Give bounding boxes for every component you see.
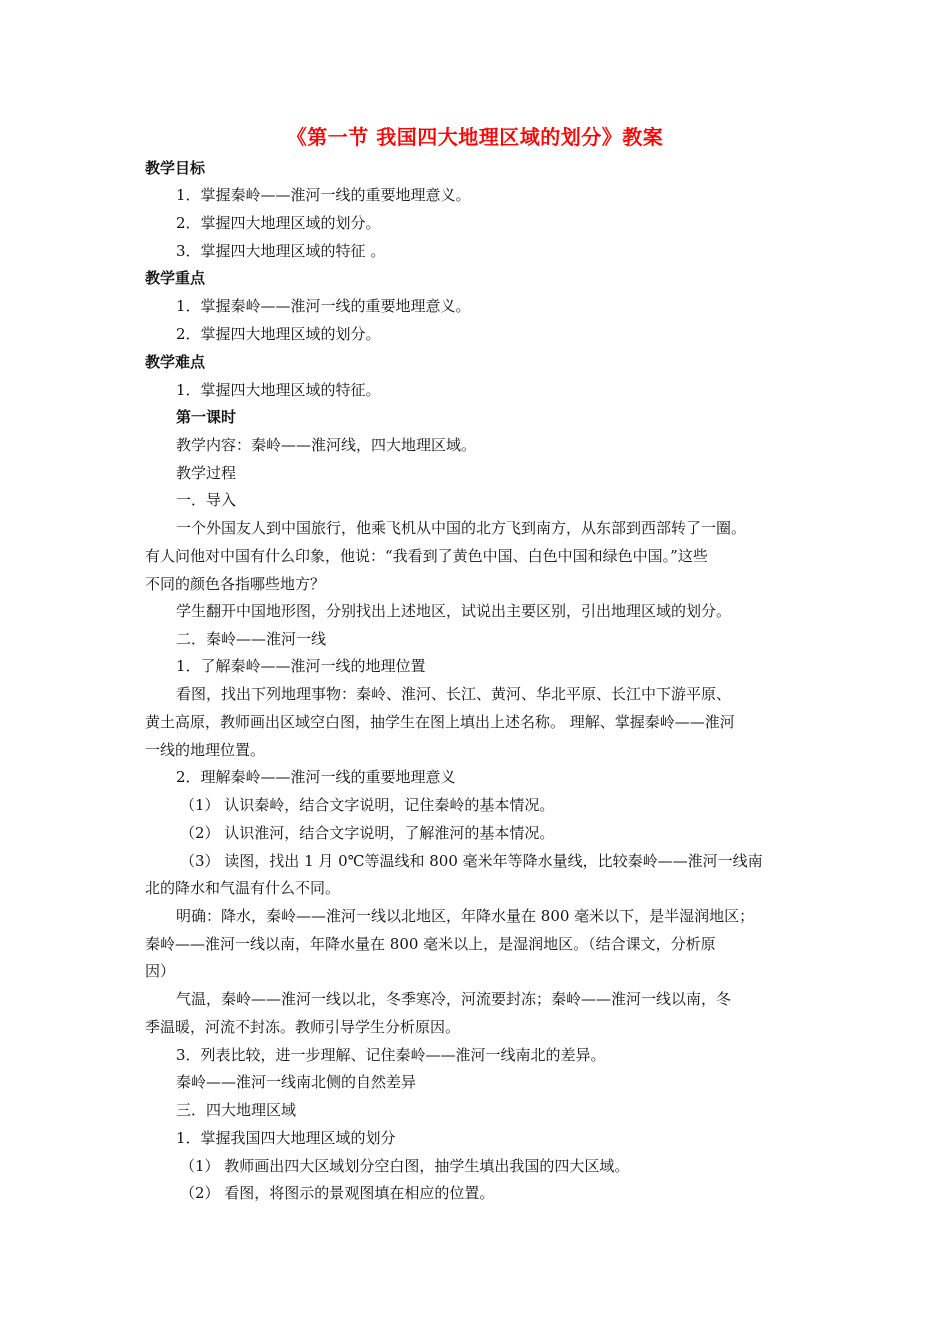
- paragraph-line: 明确：降水，秦岭——淮河一线以北地区，年降水量在 800 毫米以下，是半湿润地区；: [176, 907, 755, 925]
- difficulties-heading: 教学难点: [145, 353, 206, 371]
- subsection-division: 1．掌握我国四大地理区域的划分: [176, 1129, 396, 1147]
- paragraph-line: 学生翻开中国地形图，分别找出上述地区，试说出主要区别，引出地理区域的划分。: [176, 602, 732, 620]
- paragraph-line: 一线的地理位置。: [145, 741, 266, 759]
- lesson-heading: 第一课时: [176, 408, 237, 426]
- paragraph-line: 一个外国友人到中国旅行，他乘飞机从中国的北方飞到南方，从东部到西部转了一圈。: [176, 519, 747, 537]
- objectives-heading: 教学目标: [145, 159, 206, 177]
- section-qinling-huaihe: 二．秦岭——淮河一线: [176, 630, 327, 648]
- list-item: （1） 教师画出四大区域划分空白图，抽学生填出我国的四大区域。: [180, 1157, 630, 1175]
- key-point-item: 2．掌握四大地理区域的划分。: [176, 325, 381, 343]
- paragraph-line: 秦岭——淮河一线以南，年降水量在 800 毫米以上，是湿润地区。（结合课文，分析原: [145, 935, 716, 953]
- paragraph-line: 看图，找出下列地理事物：秦岭、淮河、长江、黄河、华北平原、长江中下游平原、: [176, 685, 732, 703]
- paragraph-line: 有人问他对中国有什么印象，他说：“我看到了黄色中国、白色中国和绿色中国。”这些: [145, 547, 708, 565]
- subsection-location: 1．了解秦岭——淮河一线的地理位置: [176, 657, 426, 675]
- paragraph-line: 不同的颜色各指哪些地方？: [145, 575, 326, 593]
- objective-item: 2．掌握四大地理区域的划分。: [176, 214, 381, 232]
- lesson-content: 教学内容：秦岭——淮河线，四大地理区域。: [176, 436, 477, 454]
- difficulty-item: 1．掌握四大地理区域的特征。: [176, 381, 381, 399]
- list-item-continued: 北的降水和气温有什么不同。: [145, 879, 341, 897]
- list-item: （2） 看图，将图示的景观图填在相应的位置。: [180, 1184, 495, 1202]
- table-caption: 秦岭——淮河一线南北侧的自然差异: [176, 1073, 417, 1091]
- paragraph-line: 因）: [145, 962, 176, 980]
- subsection-compare: 3．列表比较，进一步理解、记住秦岭——淮河一线南北的差异。: [176, 1046, 606, 1064]
- lesson-process: 教学过程: [176, 464, 237, 482]
- document-title: 《第一节 我国四大地理区域的划分》教案: [286, 125, 664, 149]
- list-item: （2） 认识淮河，结合文字说明，了解淮河的基本情况。: [180, 824, 555, 842]
- objective-item: 3．掌握四大地理区域的特征 。: [176, 242, 386, 260]
- paragraph-line: 黄土高原，教师画出区域空白图，抽学生在图上填出上述名称。 理解、掌握秦岭——淮河: [145, 713, 735, 731]
- objective-item: 1．掌握秦岭——淮河一线的重要地理意义。: [176, 186, 471, 204]
- section-intro: 一．导入: [176, 491, 237, 509]
- paragraph-line: 气温，秦岭——淮河一线以北，冬季寒冷，河流要封冻；秦岭——淮河一线以南，冬: [176, 990, 732, 1008]
- subsection-significance: 2．理解秦岭——淮河一线的重要地理意义: [176, 768, 456, 786]
- list-item: （1） 认识秦岭，结合文字说明，记住秦岭的基本情况。: [180, 796, 555, 814]
- paragraph-line: 季温暖，河流不封冻。教师引导学生分析原因。: [145, 1018, 461, 1036]
- key-point-item: 1．掌握秦岭——淮河一线的重要地理意义。: [176, 297, 471, 315]
- key-points-heading: 教学重点: [145, 269, 206, 287]
- section-four-regions: 三．四大地理区域: [176, 1101, 297, 1119]
- list-item: （3） 读图，找出 1 月 0℃等温线和 800 毫米年等降水量线，比较秦岭——淮河一线南: [180, 852, 763, 870]
